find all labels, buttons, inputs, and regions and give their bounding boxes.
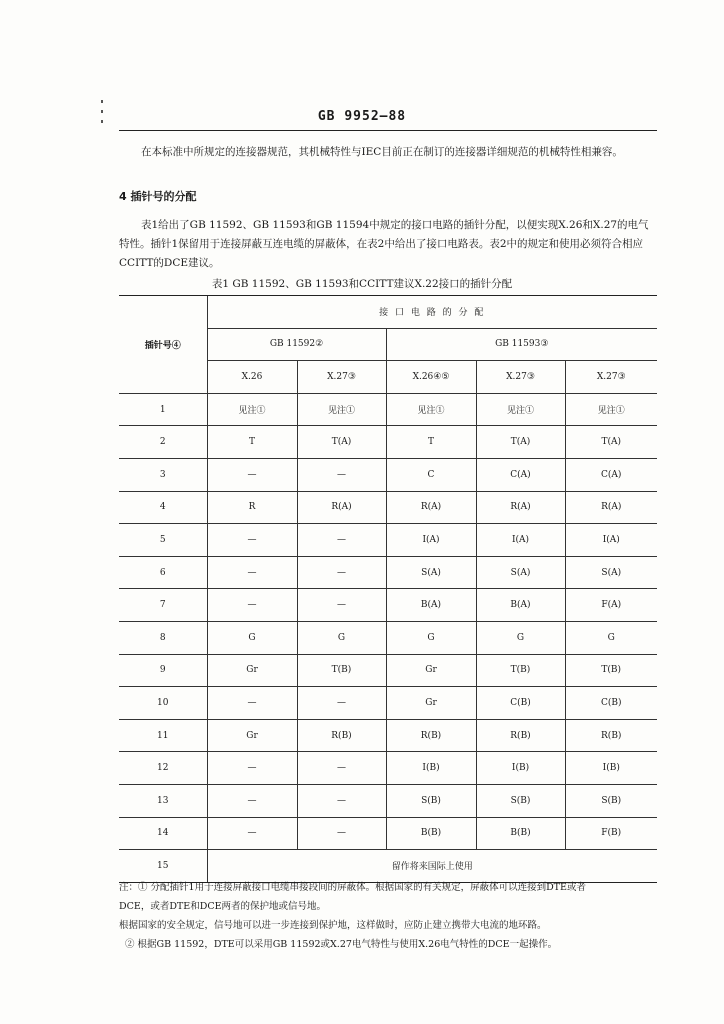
circuit-cell: T(A): [565, 426, 657, 459]
circuit-cell: T(A): [476, 426, 565, 459]
circuit-cell: 见注①: [386, 393, 476, 426]
pin-number: 9: [119, 654, 207, 687]
gb11592-header: GB 11592②: [207, 328, 386, 361]
circuit-cell: I(A): [386, 524, 476, 557]
circuit-cell: —: [207, 752, 297, 785]
table-row: [119, 752, 657, 785]
column-header: X.27③: [297, 361, 386, 394]
circuit-cell: S(A): [565, 556, 657, 589]
table-row: [119, 426, 657, 459]
section-paragraph: 表1给出了GB 11592、GB 11593和GB 11594中规定的接口电路的插针分配，以便实现X.26和X.27的电气特性。插针1保留用于连接屏蔽互连电缆的屏蔽体，在表2中给出了接口电路表。表2中的规定和使用必须符合相应CCITT的DCE建议。: [119, 219, 649, 269]
circuit-cell: R: [207, 491, 297, 524]
table-row: [119, 458, 657, 491]
circuit-cell: B(A): [476, 589, 565, 622]
circuit-cell: G: [386, 621, 476, 654]
pin-number: 12: [119, 752, 207, 785]
circuit-cell: G: [297, 621, 386, 654]
circuit-cell: —: [207, 556, 297, 589]
circuit-cell: —: [207, 817, 297, 850]
circuit-cell: S(A): [476, 556, 565, 589]
circuit-cell: Gr: [386, 654, 476, 687]
circuit-cell: —: [297, 752, 386, 785]
circuit-cell: R(B): [476, 719, 565, 752]
pin-number: 13: [119, 784, 207, 817]
column-header: X.26: [207, 361, 297, 394]
table-row: [119, 654, 657, 687]
circuit-cell: 见注①: [297, 393, 386, 426]
table-caption: 表1 GB 11592、GB 11593和CCITT建议X.22接口的插针分配: [211, 278, 513, 290]
circuit-cell: T: [386, 426, 476, 459]
circuit-cell: T(B): [297, 654, 386, 687]
column-header: X.26④⑤: [386, 361, 476, 394]
circuit-cell: I(B): [565, 752, 657, 785]
circuit-cell: I(A): [565, 524, 657, 557]
circuit-cell: R(B): [565, 719, 657, 752]
pin-number: 14: [119, 817, 207, 850]
circuit-cell: S(B): [565, 784, 657, 817]
circuit-cell: 见注①: [565, 393, 657, 426]
circuit-cell: C(B): [476, 687, 565, 720]
note-line: 根据国家的安全规定，信号地可以进一步连接到保护地，这样做时，应防止建立携带大电流的地环路。: [119, 920, 547, 931]
circuit-cell: —: [207, 589, 297, 622]
circuit-cell: F(A): [565, 589, 657, 622]
circuit-cell: —: [297, 589, 386, 622]
pin-number: 2: [119, 426, 207, 459]
pin-assignment-table: [119, 295, 657, 883]
table-row: [119, 687, 657, 720]
circuit-cell: 见注①: [207, 393, 297, 426]
column-header: X.27③: [476, 361, 565, 394]
table-row: [119, 524, 657, 557]
circuit-cell: —: [297, 784, 386, 817]
table-row: [119, 393, 657, 426]
circuit-cell: —: [207, 524, 297, 557]
section-title: 4 插针号的分配: [119, 190, 197, 203]
circuit-cell: R(A): [476, 491, 565, 524]
table-row: [119, 556, 657, 589]
circuit-cell: G: [565, 621, 657, 654]
circuit-cell: —: [297, 524, 386, 557]
note-line: DCE，或者DTE和DCE两者的保护地或信号地。: [119, 901, 327, 912]
pin-number: 3: [119, 458, 207, 491]
page-header: GB 9952—88: [317, 109, 407, 124]
circuit-cell: R(B): [297, 719, 386, 752]
table-row: [119, 719, 657, 752]
circuit-cell: C: [386, 458, 476, 491]
table-row: [119, 491, 657, 524]
circuit-cell: Gr: [207, 654, 297, 687]
circuit-cell: I(B): [386, 752, 476, 785]
circuit-cell: G: [476, 621, 565, 654]
circuit-cell: C(A): [565, 458, 657, 491]
circuit-cell: —: [207, 687, 297, 720]
pin-number: 6: [119, 556, 207, 589]
circuit-cell: —: [297, 817, 386, 850]
intro-paragraph: 在本标准中所规定的连接器规范，其机械特性与IEC目前正在制订的连接器详细规范的机械特性相兼容。: [141, 146, 623, 158]
circuit-cell: 见注①: [476, 393, 565, 426]
pin-number: 1: [119, 393, 207, 426]
table-row: [119, 589, 657, 622]
circuit-cell: F(B): [565, 817, 657, 850]
pin-number-header: 插针号④: [119, 296, 207, 394]
circuit-cell: —: [297, 687, 386, 720]
note-line: ② 根据GB 11592，DTE可以采用GB 11592或X.27电气特性与使用X.26电气特性的DCE一起操作。: [125, 939, 558, 950]
pin-number: 15: [119, 850, 207, 883]
circuit-cell: R(B): [386, 719, 476, 752]
pin-number: 4: [119, 491, 207, 524]
circuit-cell: T(A): [297, 426, 386, 459]
circuit-cell: S(B): [476, 784, 565, 817]
circuit-cell: B(B): [476, 817, 565, 850]
column-header: X.27③: [565, 361, 657, 394]
header-rule: [119, 130, 657, 131]
circuit-cell: —: [297, 556, 386, 589]
circuit-cell: I(B): [476, 752, 565, 785]
circuit-assignment-header: 接 口 电 路 的 分 配: [207, 296, 657, 329]
circuit-cell: Gr: [386, 687, 476, 720]
table-notes: [119, 878, 664, 954]
circuit-cell: T: [207, 426, 297, 459]
circuit-cell: R(A): [386, 491, 476, 524]
circuit-cell: S(A): [386, 556, 476, 589]
pin-number: 7: [119, 589, 207, 622]
circuit-cell: R(A): [297, 491, 386, 524]
gb11593-header: GB 11593③: [386, 328, 657, 361]
table-row: [119, 621, 657, 654]
note-line: 注：① 分配插针1用于连接屏蔽接口电缆串接段间的屏蔽体。根据国家的有关规定，屏蔽体可以连接到DTE或者: [119, 882, 586, 893]
circuit-cell: S(B): [386, 784, 476, 817]
circuit-cell: R(A): [565, 491, 657, 524]
circuit-cell: Gr: [207, 719, 297, 752]
pin-number: 10: [119, 687, 207, 720]
pin-number: 5: [119, 524, 207, 557]
circuit-cell: B(B): [386, 817, 476, 850]
reserved-note: 留作将来国际上使用: [207, 850, 657, 883]
circuit-cell: C(A): [476, 458, 565, 491]
circuit-cell: B(A): [386, 589, 476, 622]
circuit-cell: I(A): [476, 524, 565, 557]
circuit-cell: —: [207, 784, 297, 817]
table-row: [119, 784, 657, 817]
pin-number: 8: [119, 621, 207, 654]
circuit-cell: —: [207, 458, 297, 491]
circuit-cell: G: [207, 621, 297, 654]
table-row: [119, 817, 657, 850]
circuit-cell: T(B): [565, 654, 657, 687]
circuit-cell: —: [297, 458, 386, 491]
circuit-cell: T(B): [476, 654, 565, 687]
pin-number: 11: [119, 719, 207, 752]
circuit-cell: C(B): [565, 687, 657, 720]
